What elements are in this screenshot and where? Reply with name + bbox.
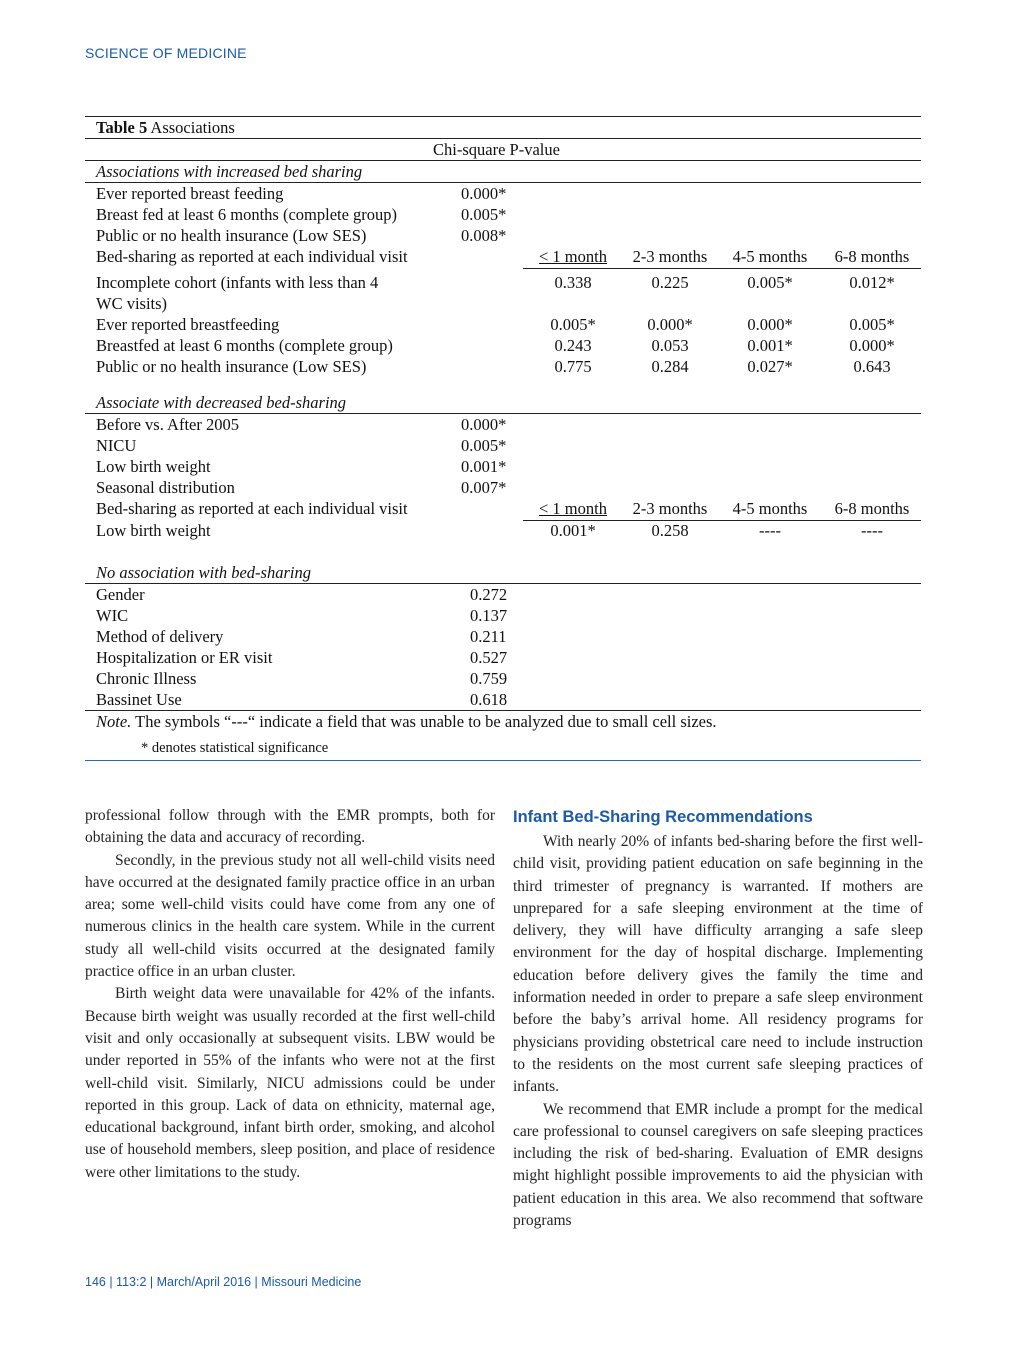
- paragraph: We recommend that EMR include a prompt for the medical care professional to counsel caregivers on safe sleeping practices including the risk of bed-sharing. Evaluation of EMR designs might highlight possible improvements to aid the physician with patient education in this area. We also recommend that software programs: [513, 1100, 923, 1230]
- left-column: [85, 805, 495, 1184]
- section-title-none: No association with bed-sharing: [96, 563, 311, 582]
- table-bottom-rule: [85, 760, 921, 761]
- paragraph: professional follow through with the EMR prompts, both for obtaining the data and accuracy of recording.: [85, 807, 495, 847]
- table-title: Associations: [147, 118, 235, 137]
- table-subheader: Chi-square P-value: [433, 140, 560, 159]
- running-header: SCIENCE OF MEDICINE: [85, 45, 247, 61]
- page-footer: 146 | 113:2 | March/April 2016 | Missouri Medicine: [85, 1275, 362, 1289]
- section-heading: Infant Bed-Sharing Recommendations: [513, 808, 813, 826]
- section-title-decreased: Associate with decreased bed-sharing: [96, 393, 347, 412]
- right-column: [513, 805, 923, 1232]
- paragraph: Birth weight data were unavailable for 42% of the infants. Because birth weight was usually recorded at the first well-child visit and only occasionally at subsequent visits. LBW would be under reported in 55% of the infants who were not at the first well-child visit. Similarly, NICU admissions could be under reported in this group. Lack of data on ethnicity, maternal age, educational background, infant birth order, smoking, and alcohol use of household members, sleep position, and place of residence were other limitations to the study.: [85, 985, 495, 1181]
- significance-note: * denotes statistical significance: [141, 740, 329, 756]
- paragraph: With nearly 20% of infants bed-sharing before the first well-child visit, providing patient education on safe beginning in the third trimester of pregnancy is warranted. If mothers are unprepared for a safe sleeping environment at the time of delivery, they will have difficulty arranging a safe sleep environment for the day of hospital discharge. Implementing education before delivery gives the family the time and information needed in order to prepare a safe sleep environment before the baby’s arrival home. All residency programs for physicians providing obstetrical care need to include instruction to the residents on the most current safe sleeping practices of infants.: [513, 833, 923, 1096]
- paragraph: Secondly, in the previous study not all well-child visits need have occurred at the designated family practice office in an urban area; some well-child visits could have come from any one of numerous clinics in the health care system. While in the current study all well-child visits occurred at the designated family practice office in an urban cluster.: [85, 851, 495, 981]
- section-title-increased: Associations with increased bed sharing: [96, 162, 363, 181]
- table-title-label: Table 5: [96, 118, 148, 137]
